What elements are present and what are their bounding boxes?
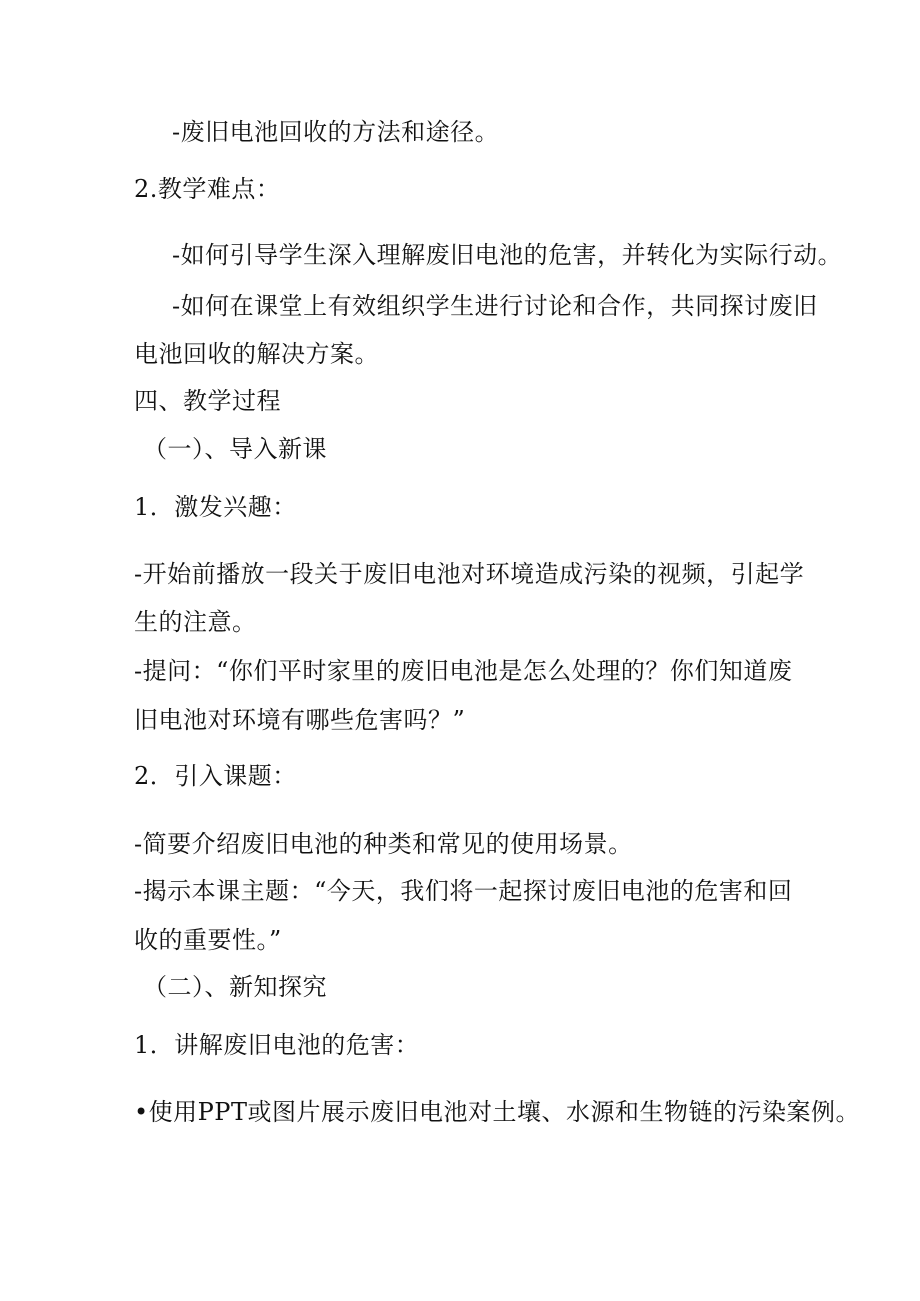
bullet-line: •使用PPT或图片展示废旧电池对土壤、水源和生物链的污染案例。 [134, 1098, 860, 1126]
section-heading: 2.教学难点： [134, 175, 281, 203]
text-line: -开始前播放一段关于废旧电池对环境造成污染的视频，引起学 [134, 560, 805, 588]
text-line: 生的注意。 [134, 608, 257, 636]
section-heading: 四、教学过程 [134, 387, 281, 415]
text-line: 旧电池对环境有哪些危害吗？” [134, 706, 466, 734]
text-line: -如何引导学生深入理解废旧电池的危害，并转化为实际行动。 [172, 241, 843, 269]
text-line: -提问：“你们平时家里的废旧电池是怎么处理的？你们知道废 [134, 657, 793, 685]
item-heading: 2．引入课题： [134, 762, 297, 790]
text-line: -简要介绍废旧电池的种类和常见的使用场景。 [134, 830, 633, 858]
item-heading: 1．讲解废旧电池的危害： [134, 1031, 420, 1059]
subsection-heading: （一）、导入新课 [143, 435, 327, 463]
text-line: -废旧电池回收的方法和途径。 [172, 118, 500, 146]
text-line: 收的重要性。” [134, 926, 282, 954]
text-line: 电池回收的解决方案。 [134, 340, 379, 368]
subsection-heading: （二）、新知探究 [143, 973, 327, 1001]
item-heading: 1．激发兴趣： [134, 493, 297, 521]
text-line: -揭示本课主题：“今天，我们将一起探讨废旧电池的危害和回 [134, 877, 793, 905]
text-line: -如何在课堂上有效组织学生进行讨论和合作，共同探讨废旧 [172, 292, 818, 320]
